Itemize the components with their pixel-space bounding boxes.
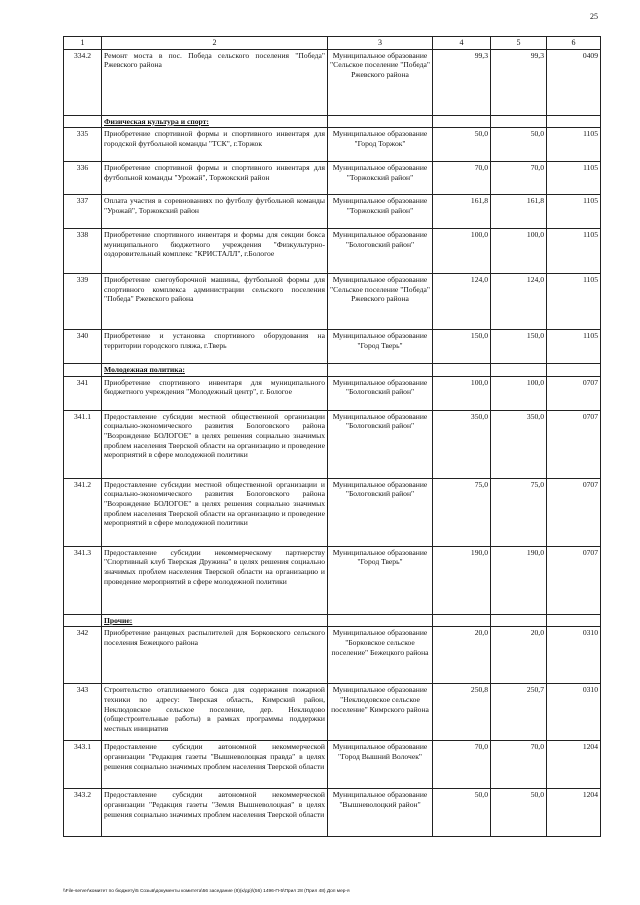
empty-cell — [547, 364, 601, 377]
amount-2: 75,0 — [491, 478, 547, 546]
amount-1: 161,8 — [433, 195, 491, 229]
amount-1: 50,0 — [433, 128, 491, 162]
item-recipient: Муниципальное образование "Вышневолоцкий район" — [328, 789, 433, 837]
item-description: Приобретение спортивной формы и спортивного инвентаря для футбольной команды "Урожай", Торжокский район — [102, 162, 328, 195]
amount-1: 190,0 — [433, 546, 491, 614]
item-recipient: Муниципальное образование "Бологовский район" — [328, 376, 433, 410]
section-title: Физическая культура и спорт: — [102, 115, 328, 128]
empty-cell — [64, 364, 102, 377]
item-description: Предоставление субсидии автономной некоммерческой организации "Редакция газеты "Вышневолоцкая правда" в целях решения социально значимых проблем населения Тверской области — [102, 741, 328, 789]
amount-2: 350,0 — [491, 410, 547, 478]
header-cell: 4 — [433, 37, 491, 50]
budget-code: 1204 — [547, 741, 601, 789]
item-recipient: Муниципальное образование "Бологовский район" — [328, 478, 433, 546]
item-description: Приобретение спортивной формы и спортивного инвентаря для городской футбольной команды "ТСК", г.Торжок — [102, 128, 328, 162]
amount-1: 50,0 — [433, 789, 491, 837]
budget-code: 0310 — [547, 684, 601, 741]
item-description: Предоставление субсидии местной общественной организации и социально-экономического развития Бологовского района "Возрождение БОЛОГОЕ" в целях решения социально значимых проблем населения Тверской области на организацию и проведение мероприятий в сфере молодежной политики — [102, 478, 328, 546]
amount-2: 100,0 — [491, 376, 547, 410]
item-description: Приобретение снегоуборочной машины, футбольной формы для спортивного комплекса администрации сельского поселения "Победа" Ржевского района — [102, 274, 328, 330]
amount-1: 350,0 — [433, 410, 491, 478]
empty-cell — [328, 115, 433, 128]
item-description: Предоставление субсидии некоммерческому партнерству "Спортивный клуб Тверская Дружина" в целях решения социально значимых проблем населения Тверской области на организацию и проведение мероприятий в сфере молодежной политики — [102, 546, 328, 614]
item-recipient: Муниципальное образование "Город Тверь" — [328, 546, 433, 614]
header-cell: 3 — [328, 37, 433, 50]
section-title: Молодежная политика: — [102, 364, 328, 377]
empty-cell — [433, 614, 491, 627]
file-path-footer: \\File-server\комитет по бюджету\5 Созыв\документы комитета\56 заседание (8)(к/др)\(56) 1496-П-5\Прил 28 (Прил 48) Доп мер-я — [63, 889, 350, 894]
amount-2: 190,0 — [491, 546, 547, 614]
table-row — [64, 376, 601, 410]
budget-code: 0310 — [547, 627, 601, 684]
item-number: 341 — [64, 376, 102, 410]
amount-1: 150,0 — [433, 330, 491, 364]
header-cell: 1 — [64, 37, 102, 50]
item-number: 334.2 — [64, 49, 102, 115]
item-recipient: Муниципальное образование "Торжокский район" — [328, 162, 433, 195]
amount-2: 161,8 — [491, 195, 547, 229]
item-number: 340 — [64, 330, 102, 364]
item-description: Предоставление субсидии местной общественной организации социально-экономического развития Бологовского района "Возрождение БОЛОГОЕ" в целях решения социально значимых проблем населения Тверской области на организацию и проведение мероприятий в сфере молодежной политики — [102, 410, 328, 478]
item-number: 337 — [64, 195, 102, 229]
empty-cell — [547, 115, 601, 128]
amount-2: 50,0 — [491, 128, 547, 162]
table-row — [64, 627, 601, 684]
empty-cell — [433, 115, 491, 128]
amount-2: 124,0 — [491, 274, 547, 330]
item-recipient: Муниципальное образование "Город Вышний Волочек" — [328, 741, 433, 789]
amount-1: 100,0 — [433, 376, 491, 410]
table-row — [64, 684, 601, 741]
item-description: Приобретение ранцевых распылителей для Борковского сельского поселения Бежецкого района — [102, 627, 328, 684]
item-recipient: Муниципальное образование "Торжокский район" — [328, 195, 433, 229]
budget-code: 1105 — [547, 128, 601, 162]
item-number: 338 — [64, 229, 102, 274]
header-row — [64, 37, 601, 50]
amount-1: 20,0 — [433, 627, 491, 684]
table-row — [64, 162, 601, 195]
table-row — [64, 789, 601, 837]
header-cell: 6 — [547, 37, 601, 50]
item-recipient: Муниципальное образование "Сельское поселение "Победа" Ржевского района — [328, 49, 433, 115]
amount-2: 99,3 — [491, 49, 547, 115]
empty-cell — [547, 614, 601, 627]
item-number: 343 — [64, 684, 102, 741]
item-description: Ремонт моста в пос. Победа сельского поселения "Победа" Ржевского района — [102, 49, 328, 115]
amount-2: 20,0 — [491, 627, 547, 684]
item-number: 342 — [64, 627, 102, 684]
section-title: Прочие: — [102, 614, 328, 627]
item-number: 343.1 — [64, 741, 102, 789]
amount-1: 70,0 — [433, 162, 491, 195]
budget-code: 0707 — [547, 410, 601, 478]
item-recipient: Муниципальное образование "Неклюдовское сельское поселение" Кимрского района — [328, 684, 433, 741]
item-recipient: Муниципальное образование "Борковское сельское поселение" Бежецкого района — [328, 627, 433, 684]
item-recipient: Муниципальное образование "Бологовский район" — [328, 410, 433, 478]
empty-cell — [328, 614, 433, 627]
item-number: 341.1 — [64, 410, 102, 478]
table-row — [64, 229, 601, 274]
amount-2: 50,0 — [491, 789, 547, 837]
amount-1: 70,0 — [433, 741, 491, 789]
budget-code: 1105 — [547, 195, 601, 229]
item-description: Предоставление субсидии автономной некоммерческой организации "Редакция газеты "Земля Вышневолоцкая" в целях решения социально значимых проблем населения Тверской области — [102, 789, 328, 837]
header-cell: 5 — [491, 37, 547, 50]
item-recipient: Муниципальное образование "Сельское поселение "Победа" Ржевского района — [328, 274, 433, 330]
item-recipient: Муниципальное образование "Город Торжок" — [328, 128, 433, 162]
item-description: Приобретение и установка спортивного оборудования на территории городского пляжа, г.Тверь — [102, 330, 328, 364]
item-description: Строительство отапливаемого бокса для содержания пожарной техники по адресу: Тверская область, Кимрский район, Неклюдовское сельское поселение, дер. Неклюдово (общестроительные работы) в рамках программы поддержки местных инициатив — [102, 684, 328, 741]
empty-cell — [491, 364, 547, 377]
empty-cell — [433, 364, 491, 377]
item-number: 339 — [64, 274, 102, 330]
table-row — [64, 478, 601, 546]
budget-code: 0707 — [547, 546, 601, 614]
amount-2: 70,0 — [491, 162, 547, 195]
item-number: 335 — [64, 128, 102, 162]
amount-2: 150,0 — [491, 330, 547, 364]
section-row — [64, 364, 601, 377]
amount-2: 70,0 — [491, 741, 547, 789]
item-recipient: Муниципальное образование "Город Тверь" — [328, 330, 433, 364]
table-row — [64, 410, 601, 478]
item-description: Приобретение спортивного инвентаря и формы для секции бокса муниципального бюджетного учреждения "Физкультурно-оздоровительный комплекс "КРИСТАЛЛ", г.Бологое — [102, 229, 328, 274]
budget-code: 1105 — [547, 162, 601, 195]
amount-1: 75,0 — [433, 478, 491, 546]
budget-code: 0707 — [547, 376, 601, 410]
amount-2: 100,0 — [491, 229, 547, 274]
budget-code: 1105 — [547, 330, 601, 364]
table-row — [64, 128, 601, 162]
section-row — [64, 115, 601, 128]
amount-2: 250,7 — [491, 684, 547, 741]
table-row — [64, 546, 601, 614]
item-number: 341.2 — [64, 478, 102, 546]
item-description: Приобретение спортивного инвентаря для муниципального бюджетного учреждения "Молодежный центр", г. Бологое — [102, 376, 328, 410]
budget-code: 0409 — [547, 49, 601, 115]
empty-cell — [491, 115, 547, 128]
item-number: 341.3 — [64, 546, 102, 614]
amount-1: 124,0 — [433, 274, 491, 330]
item-recipient: Муниципальное образование "Бологовский район" — [328, 229, 433, 274]
amount-1: 100,0 — [433, 229, 491, 274]
item-number: 343.2 — [64, 789, 102, 837]
table-row — [64, 274, 601, 330]
item-number: 336 — [64, 162, 102, 195]
empty-cell — [64, 614, 102, 627]
page-number: 25 — [590, 12, 598, 21]
table-row — [64, 49, 601, 115]
budget-code: 0707 — [547, 478, 601, 546]
amount-1: 250,8 — [433, 684, 491, 741]
table-row — [64, 330, 601, 364]
budget-code: 1105 — [547, 274, 601, 330]
item-description: Оплата участия в соревнованиях по футболу футбольной команды "Урожай", Торжокский район — [102, 195, 328, 229]
amount-1: 99,3 — [433, 49, 491, 115]
empty-cell — [328, 364, 433, 377]
budget-code: 1105 — [547, 229, 601, 274]
empty-cell — [64, 115, 102, 128]
table-row — [64, 741, 601, 789]
appropriations-table — [63, 36, 601, 837]
section-row — [64, 614, 601, 627]
table-row — [64, 195, 601, 229]
header-cell: 2 — [102, 37, 328, 50]
empty-cell — [491, 614, 547, 627]
budget-code: 1204 — [547, 789, 601, 837]
